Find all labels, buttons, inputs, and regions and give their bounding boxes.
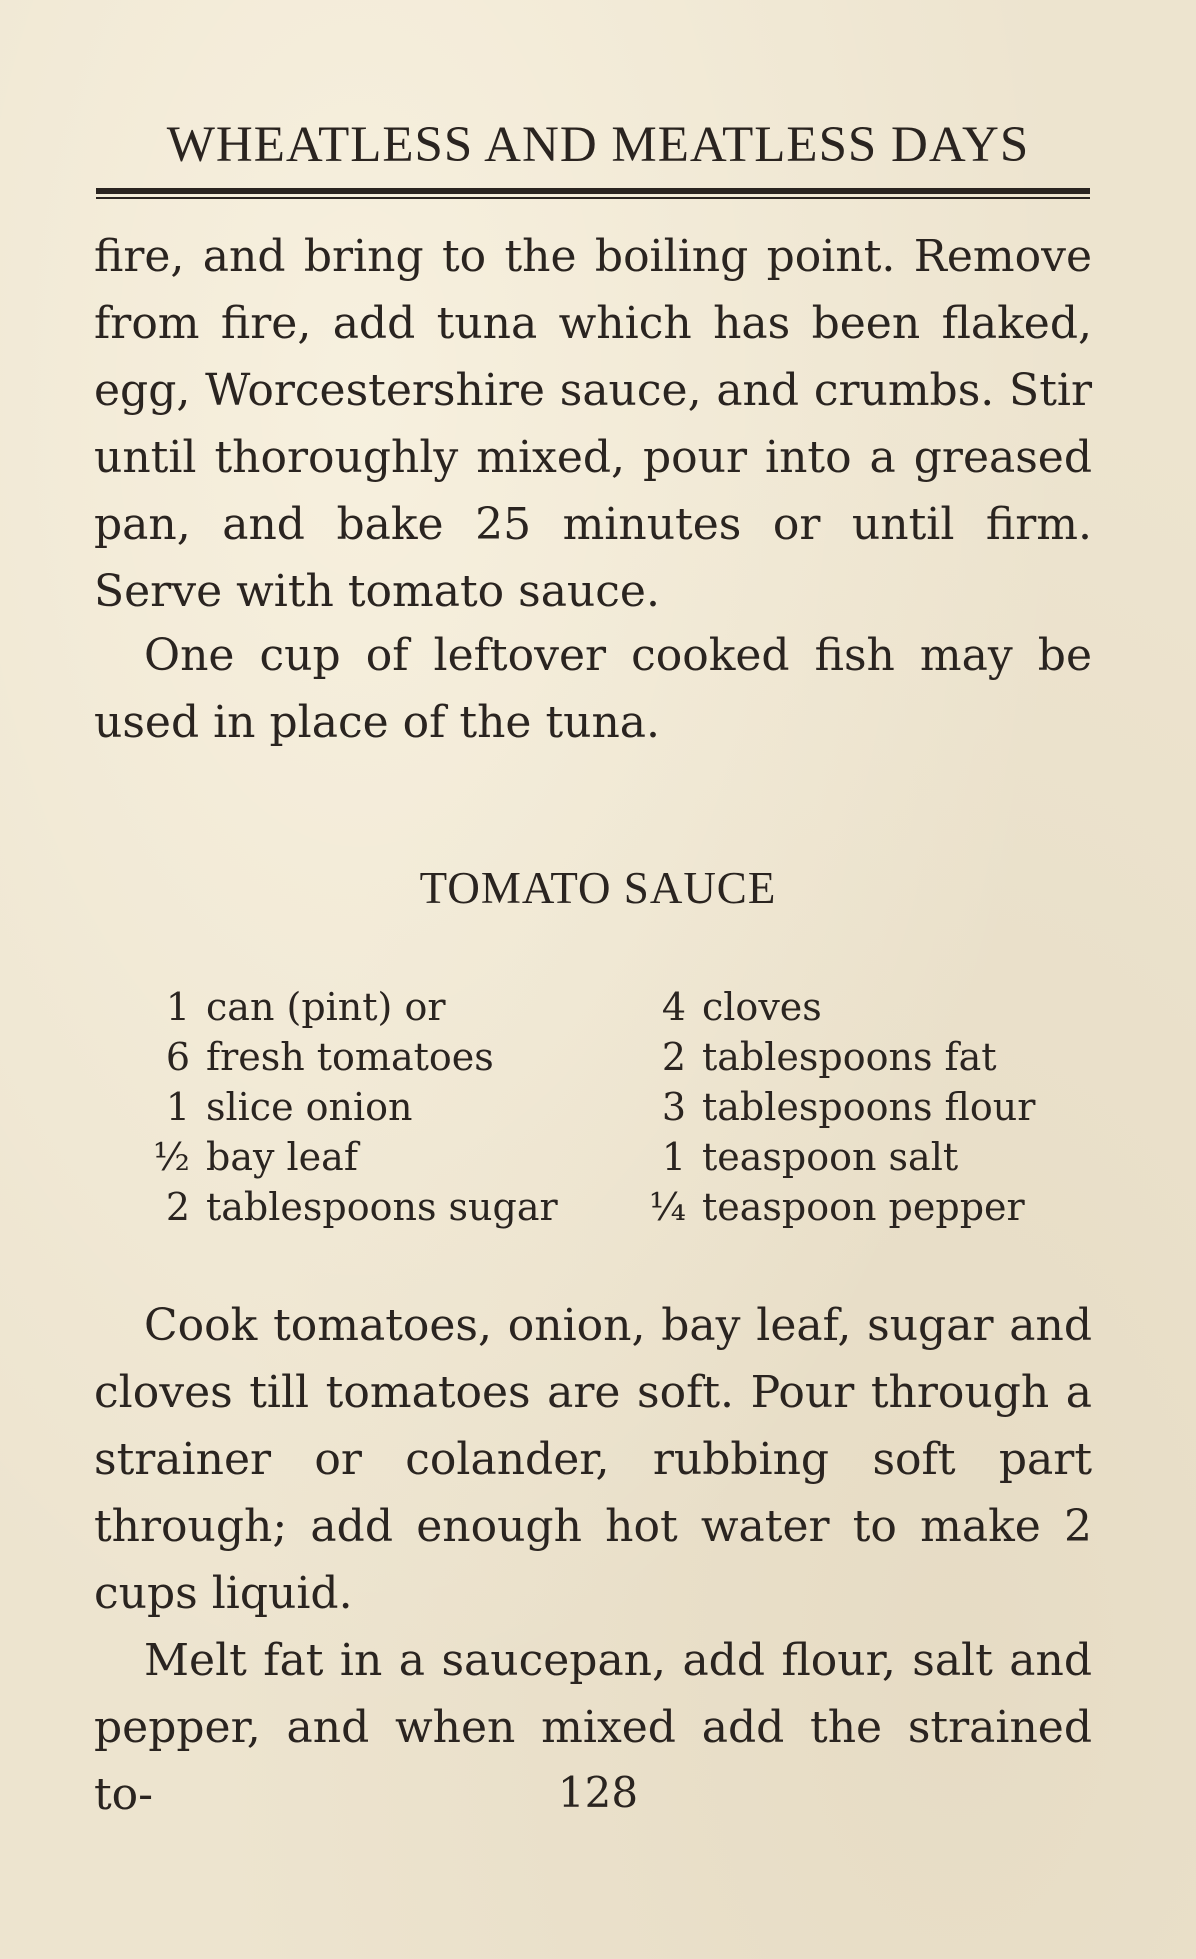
step1-paragraph-block [94,1292,1092,1627]
ingredient-quantity: 3 [661,1085,686,1129]
running-head: WHEATLESS AND MEATLESS DAYS [166,117,1030,173]
ingredients-left-column [130,982,558,1232]
header-rule-thin [96,197,1090,199]
ingredient-quantity: 1 [165,985,190,1029]
ingredient-quantity: 1 [661,1135,686,1179]
variation-paragraph-block [94,622,1092,756]
ingredient-item: cloves [702,985,822,1029]
ingredient-row [130,1082,558,1132]
header-rule-thick [96,188,1090,194]
ingredient-quantity: 4 [661,985,686,1029]
ingredient-row [626,1082,1035,1132]
continued-paragraph: fire, and bring to the boiling point. Remove from fire, add tuna which has been flaked, egg, Worcestershire sauce, and crumbs. Stir until thoroughly mixed, pour into a greased pan, and bake 25 minutes or until firm. Serve with tomato sauce. [94,231,1092,617]
ingredient-item: teaspoon pepper [702,1185,1025,1229]
ingredient-item: tablespoons flour [702,1085,1036,1129]
ingredient-row [130,1182,558,1232]
ingredient-row [130,1132,558,1182]
ingredient-quantity: 2 [165,1185,190,1229]
page-number: 128 [557,1768,639,1817]
ingredient-quantity: 1 [165,1085,190,1129]
ingredient-quantity: 6 [165,1035,190,1079]
ingredient-item: slice onion [206,1085,413,1129]
ingredient-item: fresh tomatoes [206,1035,494,1079]
recipe-title: TOMATO SAUCE [419,863,777,913]
ingredient-row [130,982,558,1032]
ingredient-row [626,1132,1035,1182]
ingredient-item: can (pint) or [206,985,446,1029]
ingredient-quantity: ½ [153,1135,190,1179]
ingredient-item: tablespoons sugar [206,1185,558,1229]
ingredients-right-column [626,982,1035,1232]
ingredient-row [626,982,1035,1032]
ingredient-item: bay leaf [206,1135,358,1179]
ingredient-row [626,1182,1035,1232]
step1-paragraph: Cook tomatoes, onion, bay leaf, sugar and cloves till tomatoes are soft. Pour through a strainer or colander, rubbing soft part through; add enough hot water to make 2 cups liquid. [94,1300,1092,1619]
variation-paragraph: One cup of leftover cooked fish may be used in place of the tuna. [94,630,1092,748]
step2-paragraph: Melt fat in a saucepan, add flour, salt and pepper, and when mixed add the strained to- [94,1635,1092,1820]
ingredient-quantity: 2 [661,1035,686,1079]
ingredient-item: teaspoon salt [702,1135,959,1179]
continued-paragraph-block [94,223,1092,625]
ingredient-item: tablespoons fat [702,1035,997,1079]
ingredient-row [130,1032,558,1082]
ingredient-quantity: ¼ [649,1185,686,1229]
ingredient-row [626,1032,1035,1082]
